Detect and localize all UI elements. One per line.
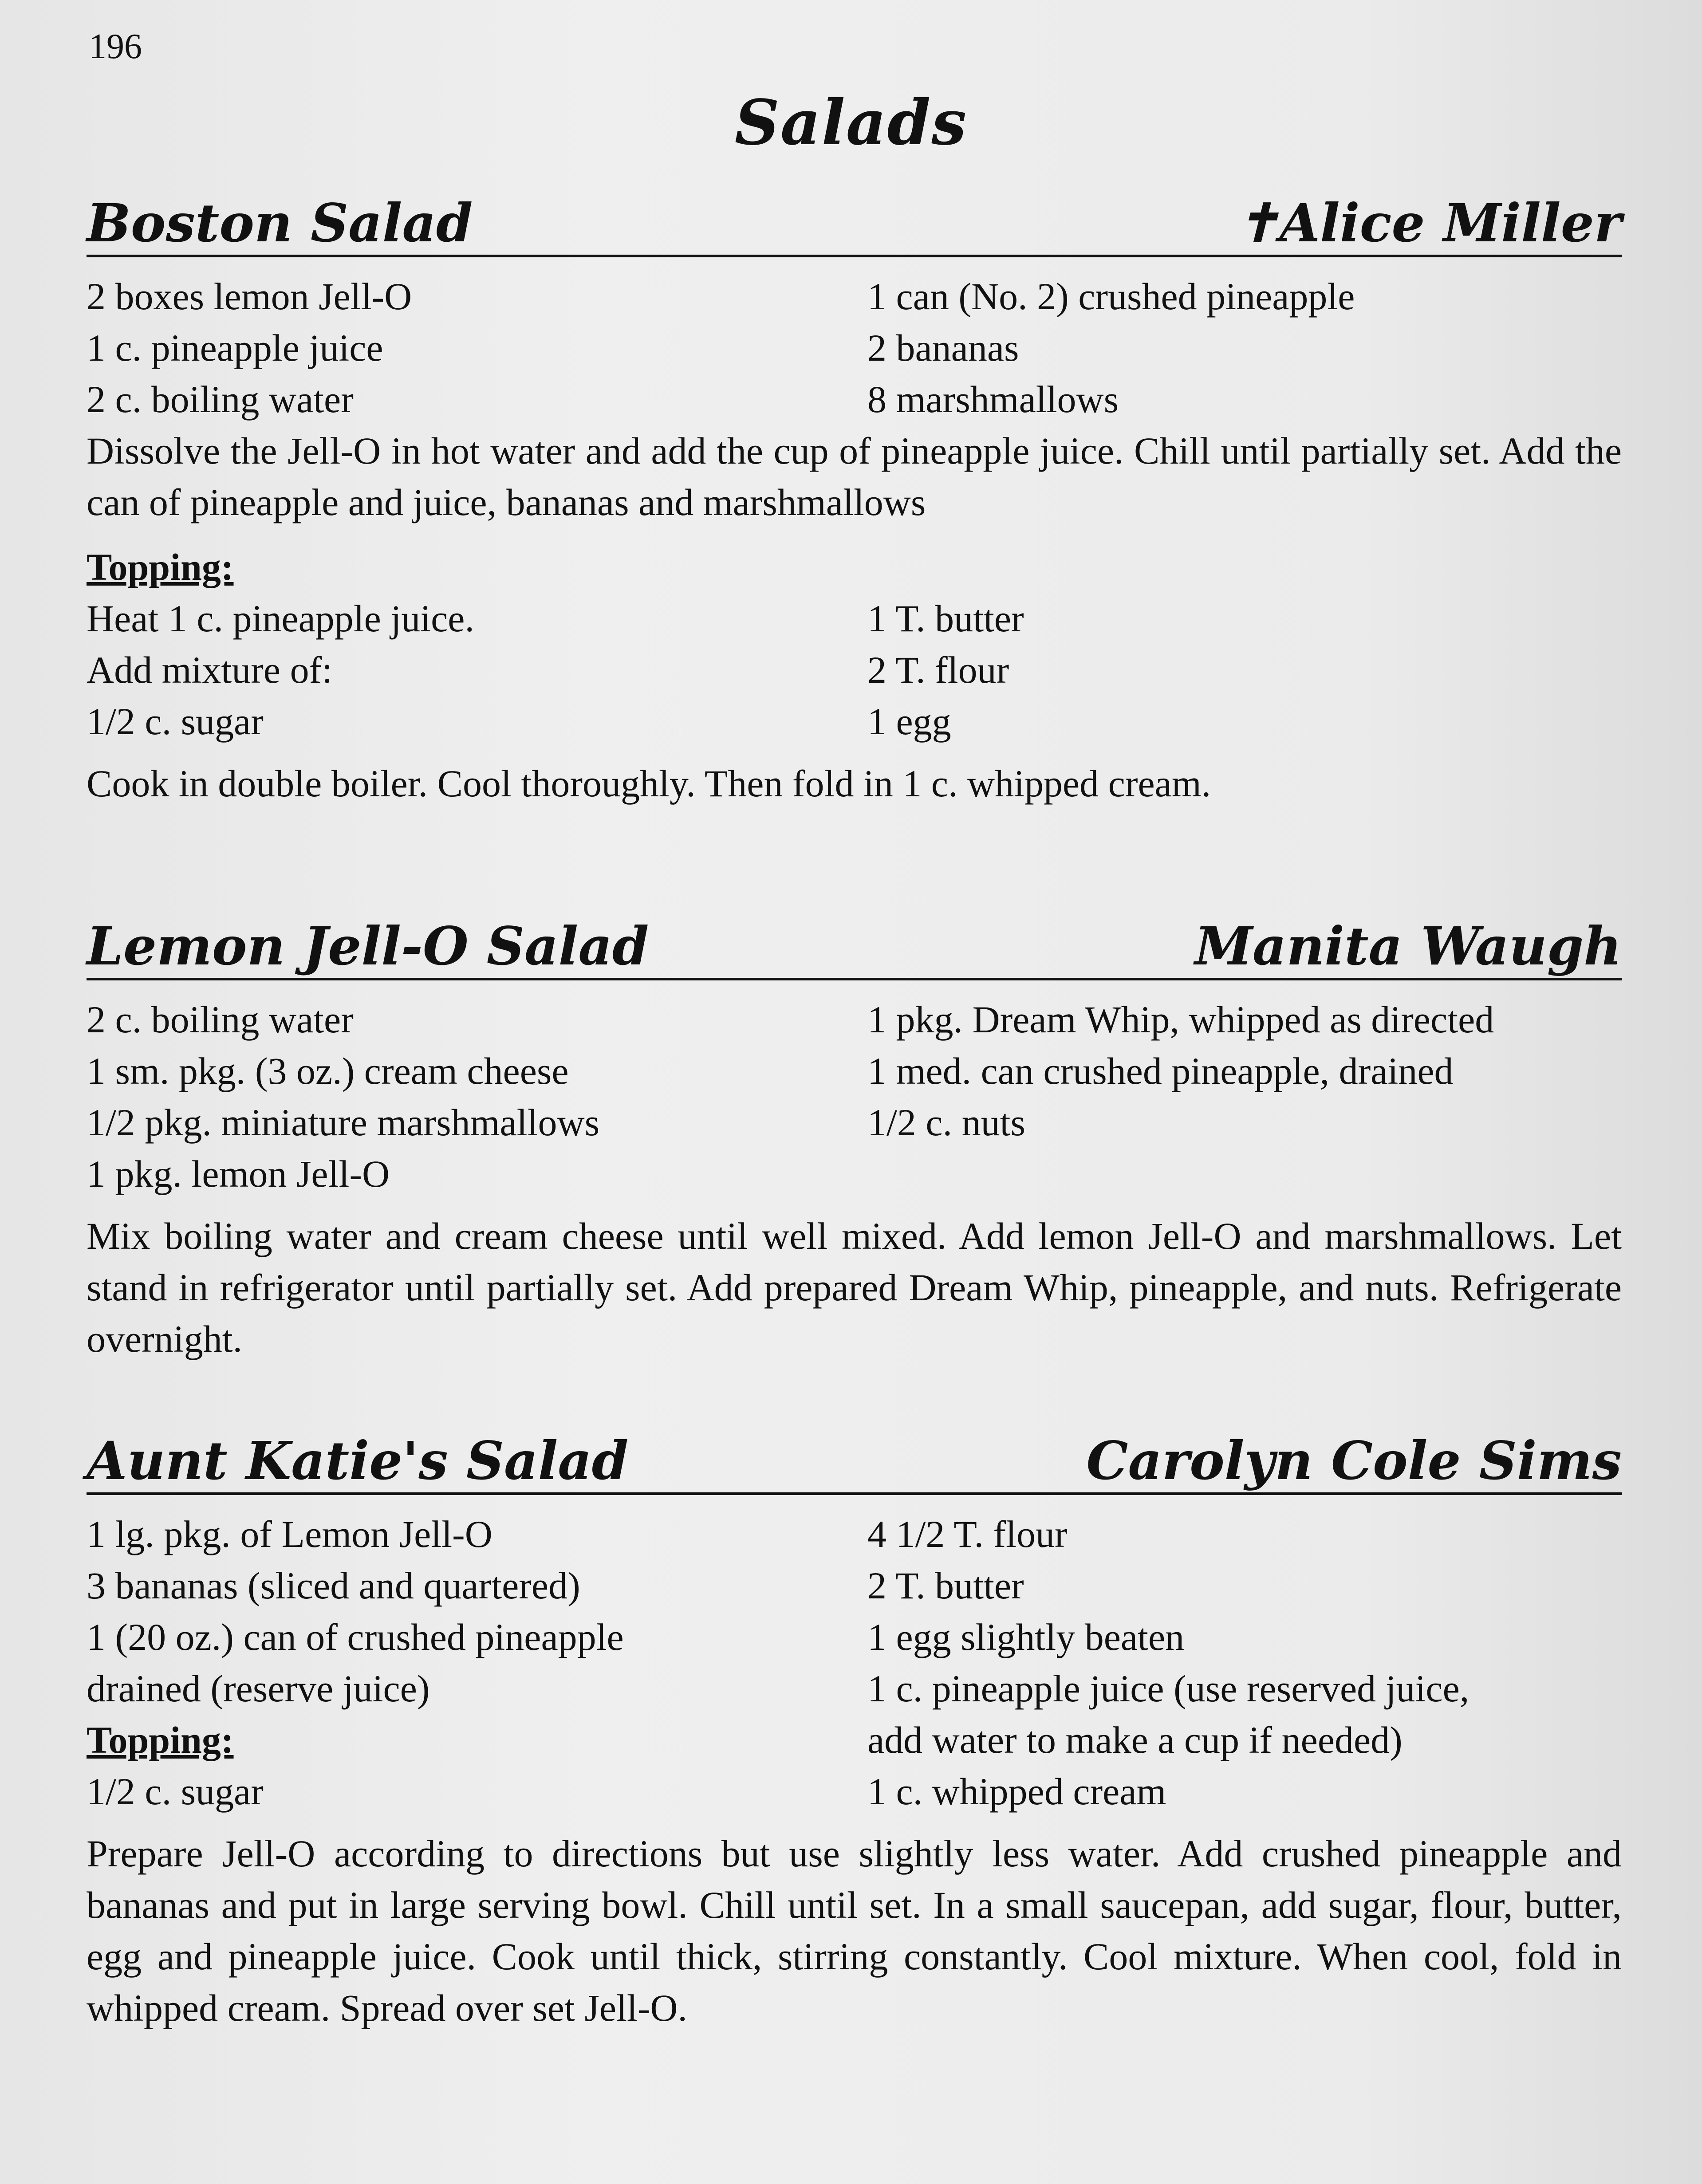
recipe-title: Aunt Katie's Salad [87, 1430, 629, 1491]
ingredient-item: 4 1/2 T. flour [867, 1513, 1068, 1555]
ingredient-item: 2 c. boiling water [87, 998, 354, 1041]
recipe-directions: Dissolve the Jell-O in hot water and add the cup of pineapple juice. Chill until partially set. Add the can of pineapple and juice, bananas and marshmallows [87, 429, 1622, 523]
ingredient-item: 1 egg slightly beaten [867, 1616, 1185, 1658]
recipe-header [87, 191, 1622, 257]
ingredients-left-column [87, 1508, 867, 1817]
recipe-lemon-jello-salad [87, 914, 1622, 1365]
ingredient-item: 1 can (No. 2) crushed pineapple [867, 275, 1355, 318]
recipe-directions: Mix boiling water and cream cheese until well mixed. Add lemon Jell-O and marshmallows. Let stand in refrigerator until partially set. Add prepared Dream Whip, pineapple, and nuts. Refrigerate overnight. [87, 1215, 1622, 1360]
topping-ingredients [87, 593, 1622, 747]
topping-item: 1/2 c. sugar [87, 700, 264, 743]
ingredients-right-column [867, 1508, 1622, 1817]
ingredients-left-column [87, 271, 867, 425]
ingredient-item: 3 bananas (sliced and quartered) [87, 1564, 580, 1607]
ingredient-item: 1/2 c. nuts [867, 1101, 1025, 1144]
topping-item: 1 egg [867, 700, 951, 743]
topping-left-column [87, 593, 867, 747]
ingredient-item: 2 T. butter [867, 1564, 1024, 1607]
ingredient-item: 1 med. can crushed pineapple, drained [867, 1050, 1454, 1092]
recipe-aunt-katies-salad [87, 1428, 1622, 2034]
page-number: 196 [89, 27, 142, 66]
ingredients-right-column [867, 271, 1622, 425]
recipe-title: Lemon Jell-O Salad [87, 915, 649, 977]
ingredient-item: 2 boxes lemon Jell-O [87, 275, 412, 318]
section-title: Salads [734, 87, 968, 159]
ingredients-list [87, 1508, 1622, 1817]
topping-item: Add mixture of: [87, 649, 333, 691]
topping-heading: Topping: [87, 1719, 234, 1761]
topping-item: 2 T. flour [867, 649, 1009, 691]
topping-heading: Topping: [87, 546, 234, 588]
ingredient-item: 2 c. boiling water [87, 378, 354, 421]
ingredient-item: add water to make a cup if needed) [867, 1719, 1403, 1761]
ingredient-item: 8 marshmallows [867, 378, 1119, 421]
ingredient-item: 1 lg. pkg. of Lemon Jell-O [87, 1513, 492, 1555]
ingredients-right-column [867, 994, 1622, 1200]
recipe-boston-salad [87, 191, 1622, 809]
topping-directions: Cook in double boiler. Cool thoroughly. Then fold in 1 c. whipped cream. [87, 762, 1211, 805]
ingredient-item: 1 pkg. Dream Whip, whipped as directed [867, 998, 1494, 1041]
ingredient-item: 1 c. pineapple juice [87, 327, 383, 369]
topping-item: 1/2 c. sugar [87, 1770, 264, 1813]
recipe-header [87, 1428, 1622, 1495]
recipe-directions: Prepare Jell-O according to directions but use slightly less water. Add crushed pineapple and bananas and put in large serving bowl. Chill until set. In a small saucepan, add sugar, flour, butter, egg and pineapple juice. Cook until thick, stirring constantly. Cool mixture. When cool, fold in whipped cream. Spread over set Jell-O. [87, 1832, 1622, 2029]
ingredient-item: drained (reserve juice) [87, 1667, 430, 1710]
ingredient-item: 1 (20 oz.) can of crushed pineapple [87, 1616, 624, 1658]
recipe-author: ✝Alice Miller [1235, 192, 1622, 254]
ingredient-item: 1 c. pineapple juice (use reserved juice, [867, 1667, 1470, 1710]
ingredient-item: 1 sm. pkg. (3 oz.) cream cheese [87, 1050, 569, 1092]
topping-item: Heat 1 c. pineapple juice. [87, 597, 474, 640]
ingredient-item: 2 bananas [867, 327, 1019, 369]
ingredients-list [87, 271, 1622, 425]
ingredient-item: 1 pkg. lemon Jell-O [87, 1153, 390, 1195]
ingredients-left-column [87, 994, 867, 1200]
ingredient-item: 1 c. whipped cream [867, 1770, 1166, 1813]
recipe-author: Carolyn Cole Sims [1086, 1430, 1622, 1491]
topping-item: 1 T. butter [867, 597, 1024, 640]
topping-right-column [867, 593, 1622, 747]
recipe-header [87, 914, 1622, 980]
ingredient-item: 1/2 pkg. miniature marshmallows [87, 1101, 600, 1144]
ingredients-list [87, 994, 1622, 1200]
recipe-title: Boston Salad [87, 192, 473, 254]
recipe-author: Manita Waugh [1194, 915, 1622, 977]
